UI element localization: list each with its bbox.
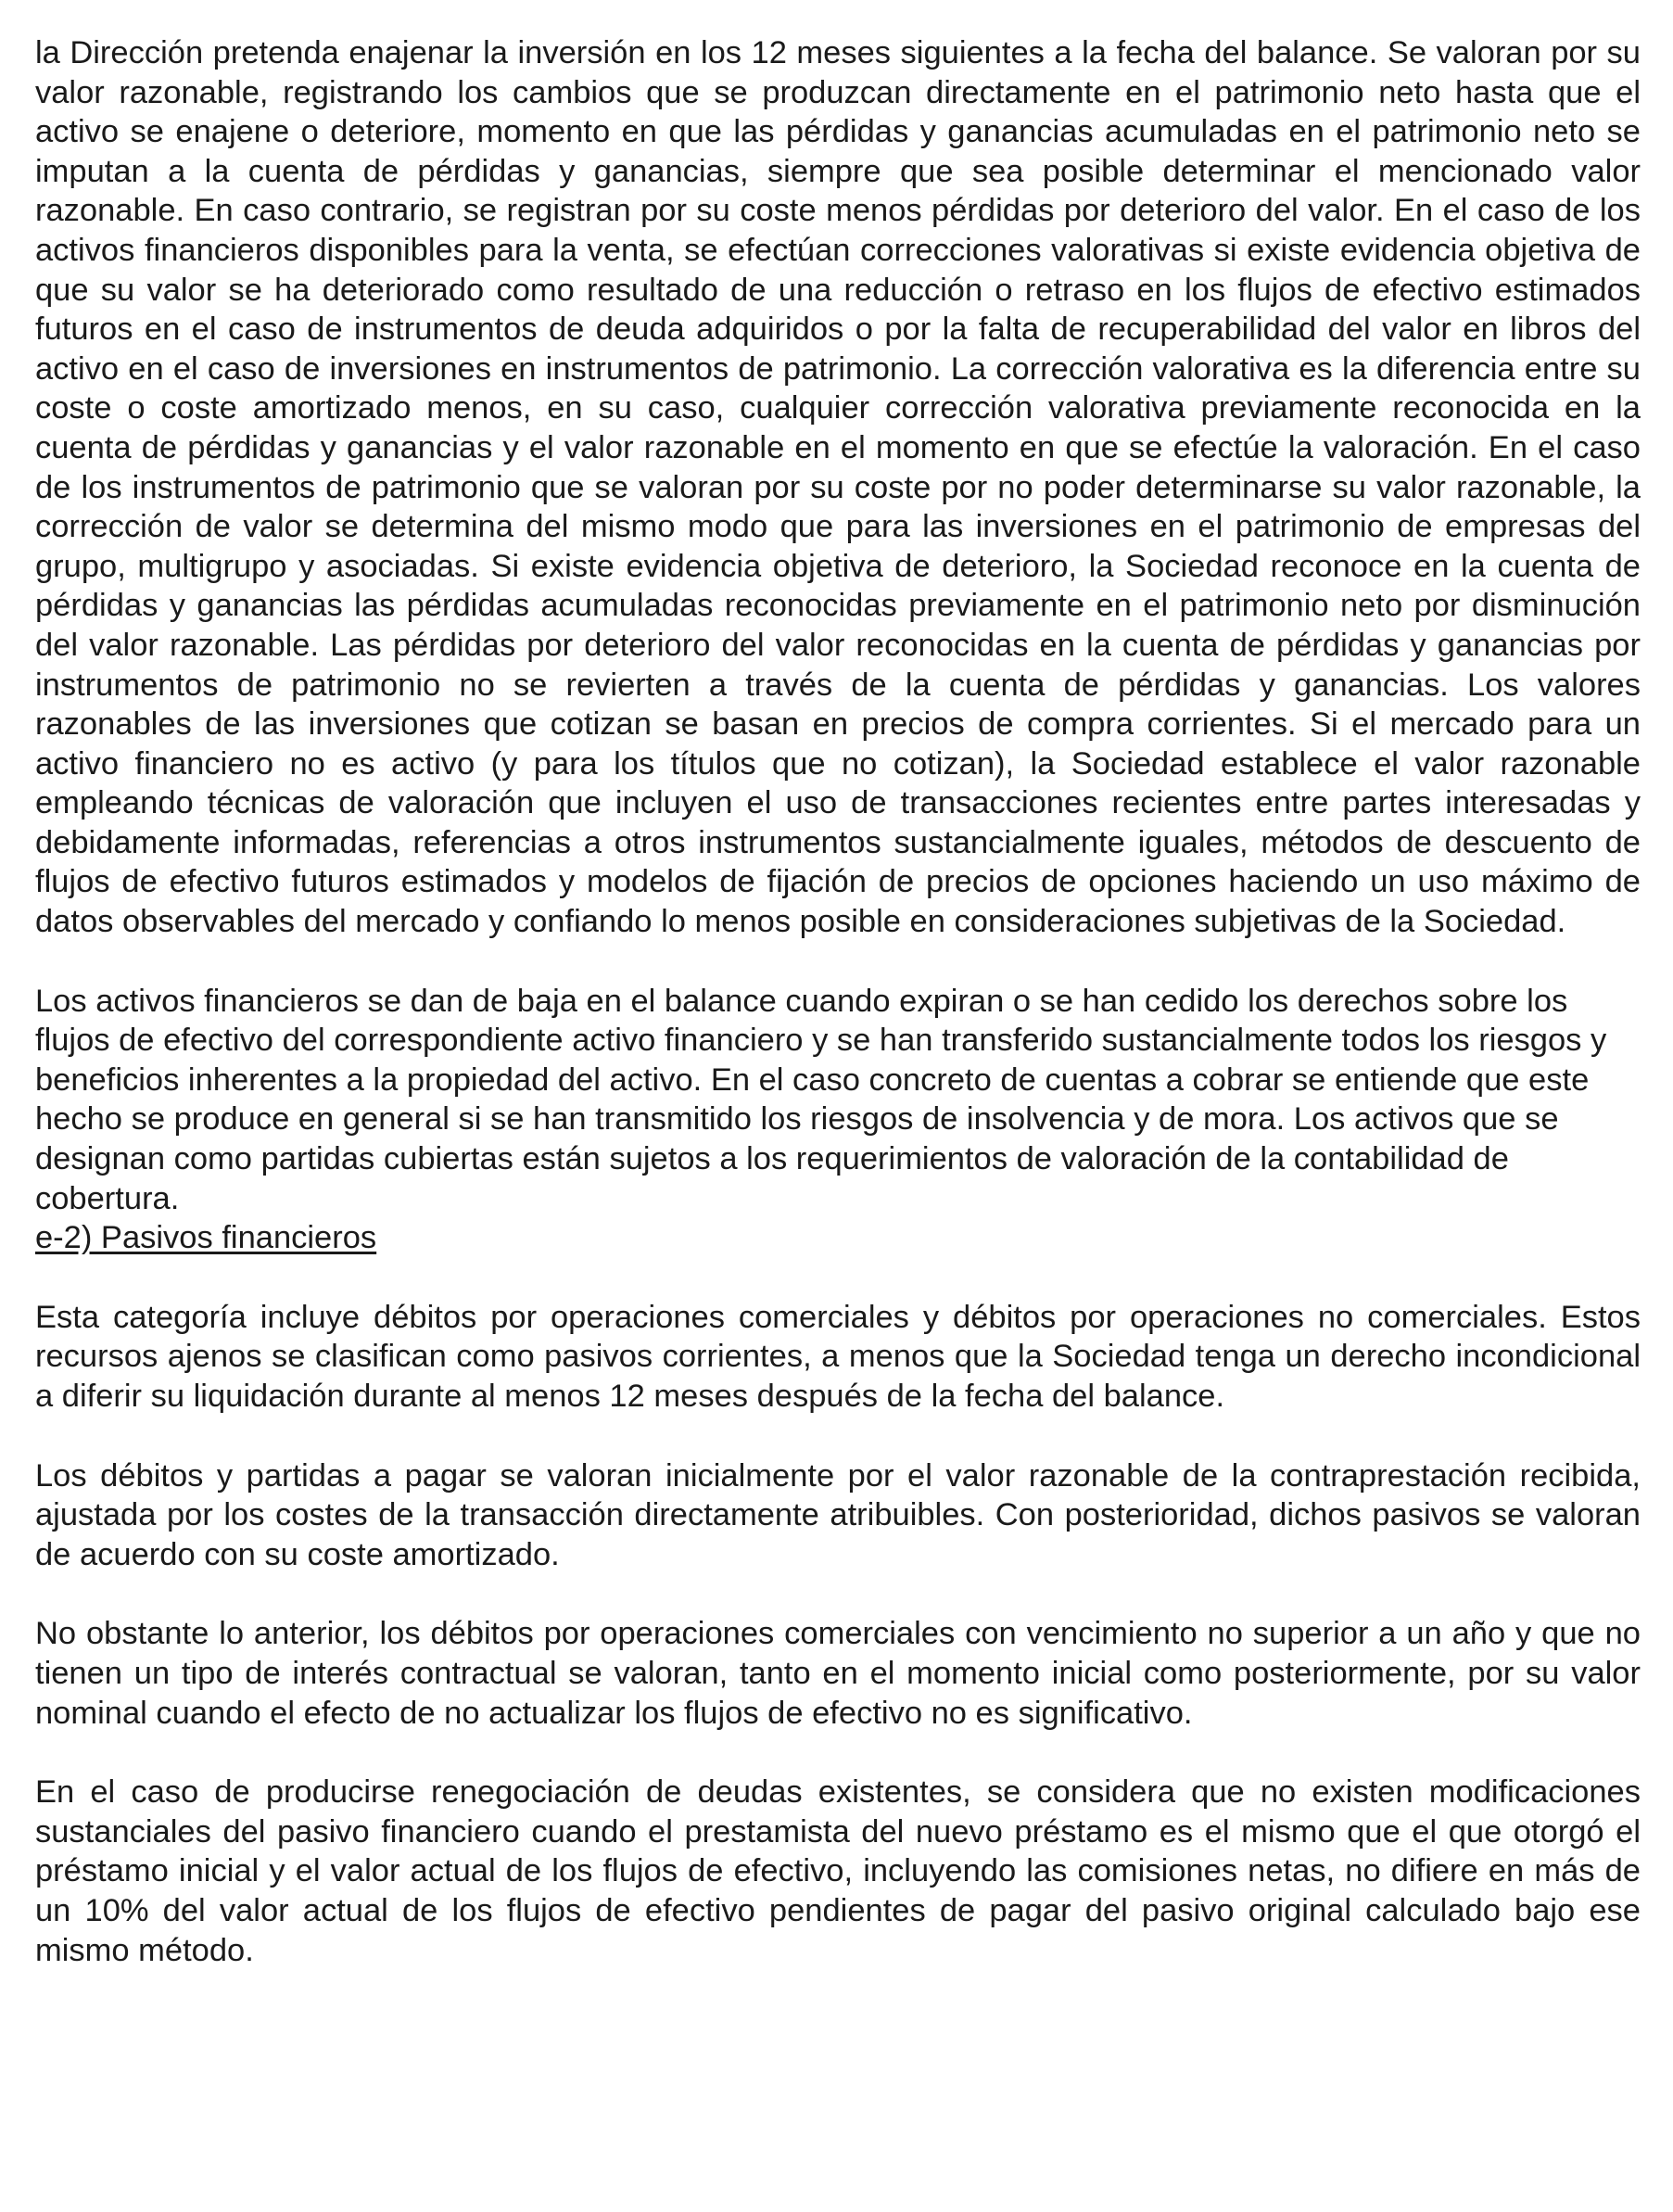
paragraph-categoria-debitos: Esta categoría incluye débitos por operaciones comerciales y débitos por operaciones no comerciales. Estos recursos ajenos se clasifican como pasivos corrientes, a menos que la Sociedad tenga un derecho incondicional a diferir su liquidación durante al menos 12 meses después de la fecha del balance. bbox=[35, 1299, 1641, 1414]
paragraph-baja-activos: Los activos financieros se dan de baja en el balance cuando expiran o se han cedido los derechos sobre los flujos de efectivo del correspondiente activo financiero y se han transferido sustancialmente todos los riesgos y beneficios inherentes a la propiedad del activo. En el caso concreto de cuentas a cobrar se entiende que este hecho se produce en general si se han transmitido los riesgos de insolvencia y de mora. Los activos que se designan como partidas cubiertas están sujetos a los requerimientos de valoración de la contabilidad de cobertura. bbox=[35, 983, 1607, 1216]
paragraph-valoracion-activos-disponibles: la Dirección pretenda enajenar la inversión en los 12 meses siguientes a la fecha del balance. Se valoran por su valor razonable, registrando los cambios que se produzcan directamente en el patrimonio neto hasta que el activo se enajene o deteriore, momento en que las pérdidas y ganancias acumuladas en el patrimonio neto se imputan a la cuenta de pérdidas y ganancias, siempre que sea posible determinar el mencionado valor razonable. En caso contrario, se registran por su coste menos pérdidas por deterioro del valor. En el caso de los activos financieros disponibles para la venta, se efectúan correcciones valorativas si existe evidencia objetiva de que su valor se ha deteriorado como resultado de una reducción o retraso en los flujos de efectivo estimados futuros en el caso de instrumentos de deuda adquiridos o por la falta de recuperabilidad del valor en libros del activo en el caso de inversiones en instrumentos de patrimonio. La corrección valorativa es la diferencia entre su coste o coste amortizado menos, en su caso, cualquier corrección valorativa previamente reconocida en la cuenta de pérdidas y ganancias y el valor razonable en el momento en que se efectúe la valoración. En el caso de los instrumentos de patrimonio que se valoran por su coste por no poder determinarse su valor razonable, la corrección de valor se determina del mismo modo que para las inversiones en el patrimonio de empresas del grupo, multigrupo y asociadas. Si existe evidencia objetiva de deterioro, la Sociedad reconoce en la cuenta de pérdidas y ganancias las pérdidas acumuladas reconocidas previamente en el patrimonio neto por disminución del valor razonable. Las pérdidas por deterioro del valor reconocidas en la cuenta de pérdidas y ganancias por instrumentos de patrimonio no se revierten a través de la cuenta de pérdidas y ganancias. Los valores razonables de las inversiones que cotizan se basan en precios de compra corrientes. Si el mercado para un activo financiero no es activo (y para los títulos que no cotizan), la Sociedad establece el valor razonable empleando técnicas de valoración que incluyen el uso de transacciones recientes entre partes interesadas y debidamente informadas, referencias a otros instrumentos sustancialmente iguales, métodos de descuento de flujos de efectivo futuros estimados y modelos de fijación de precios de opciones haciendo un uso máximo de datos observables del mercado y confiando lo menos posible en consideraciones subjetivas de la Sociedad. bbox=[35, 35, 1641, 940]
section-heading-pasivos-financieros: e-2) Pasivos financieros bbox=[35, 1220, 377, 1256]
paragraph-renegociacion-deudas: En el caso de producirse renegociación de deudas existentes, se considera que no existen modificaciones sustanciales del pasivo financiero cuando el prestamista del nuevo préstamo es el mismo que el que otorgó el préstamo inicial y el valor actual de los flujos de efectivo, incluyendo las comisiones netas, no difiere en más de un 10% del valor actual de los flujos de efectivo pendientes de pagar del pasivo original calculado bajo ese mismo método. bbox=[35, 1774, 1641, 1968]
document-page bbox=[35, 33, 1641, 1970]
paragraph-valoracion-debitos: Los débitos y partidas a pagar se valoran inicialmente por el valor razonable de la contraprestación recibida, ajustada por los costes de la transacción directamente atribuibles. Con posterioridad, dichos pasivos se valoran de acuerdo con su coste amortizado. bbox=[35, 1457, 1641, 1572]
paragraph-valor-nominal: No obstante lo anterior, los débitos por operaciones comerciales con vencimiento no superior a un año y que no tienen un tipo de interés contractual se valoran, tanto en el momento inicial como posteriormente, por su valor nominal cuando el efecto de no actualizar los flujos de efectivo no es significativo. bbox=[35, 1616, 1641, 1731]
